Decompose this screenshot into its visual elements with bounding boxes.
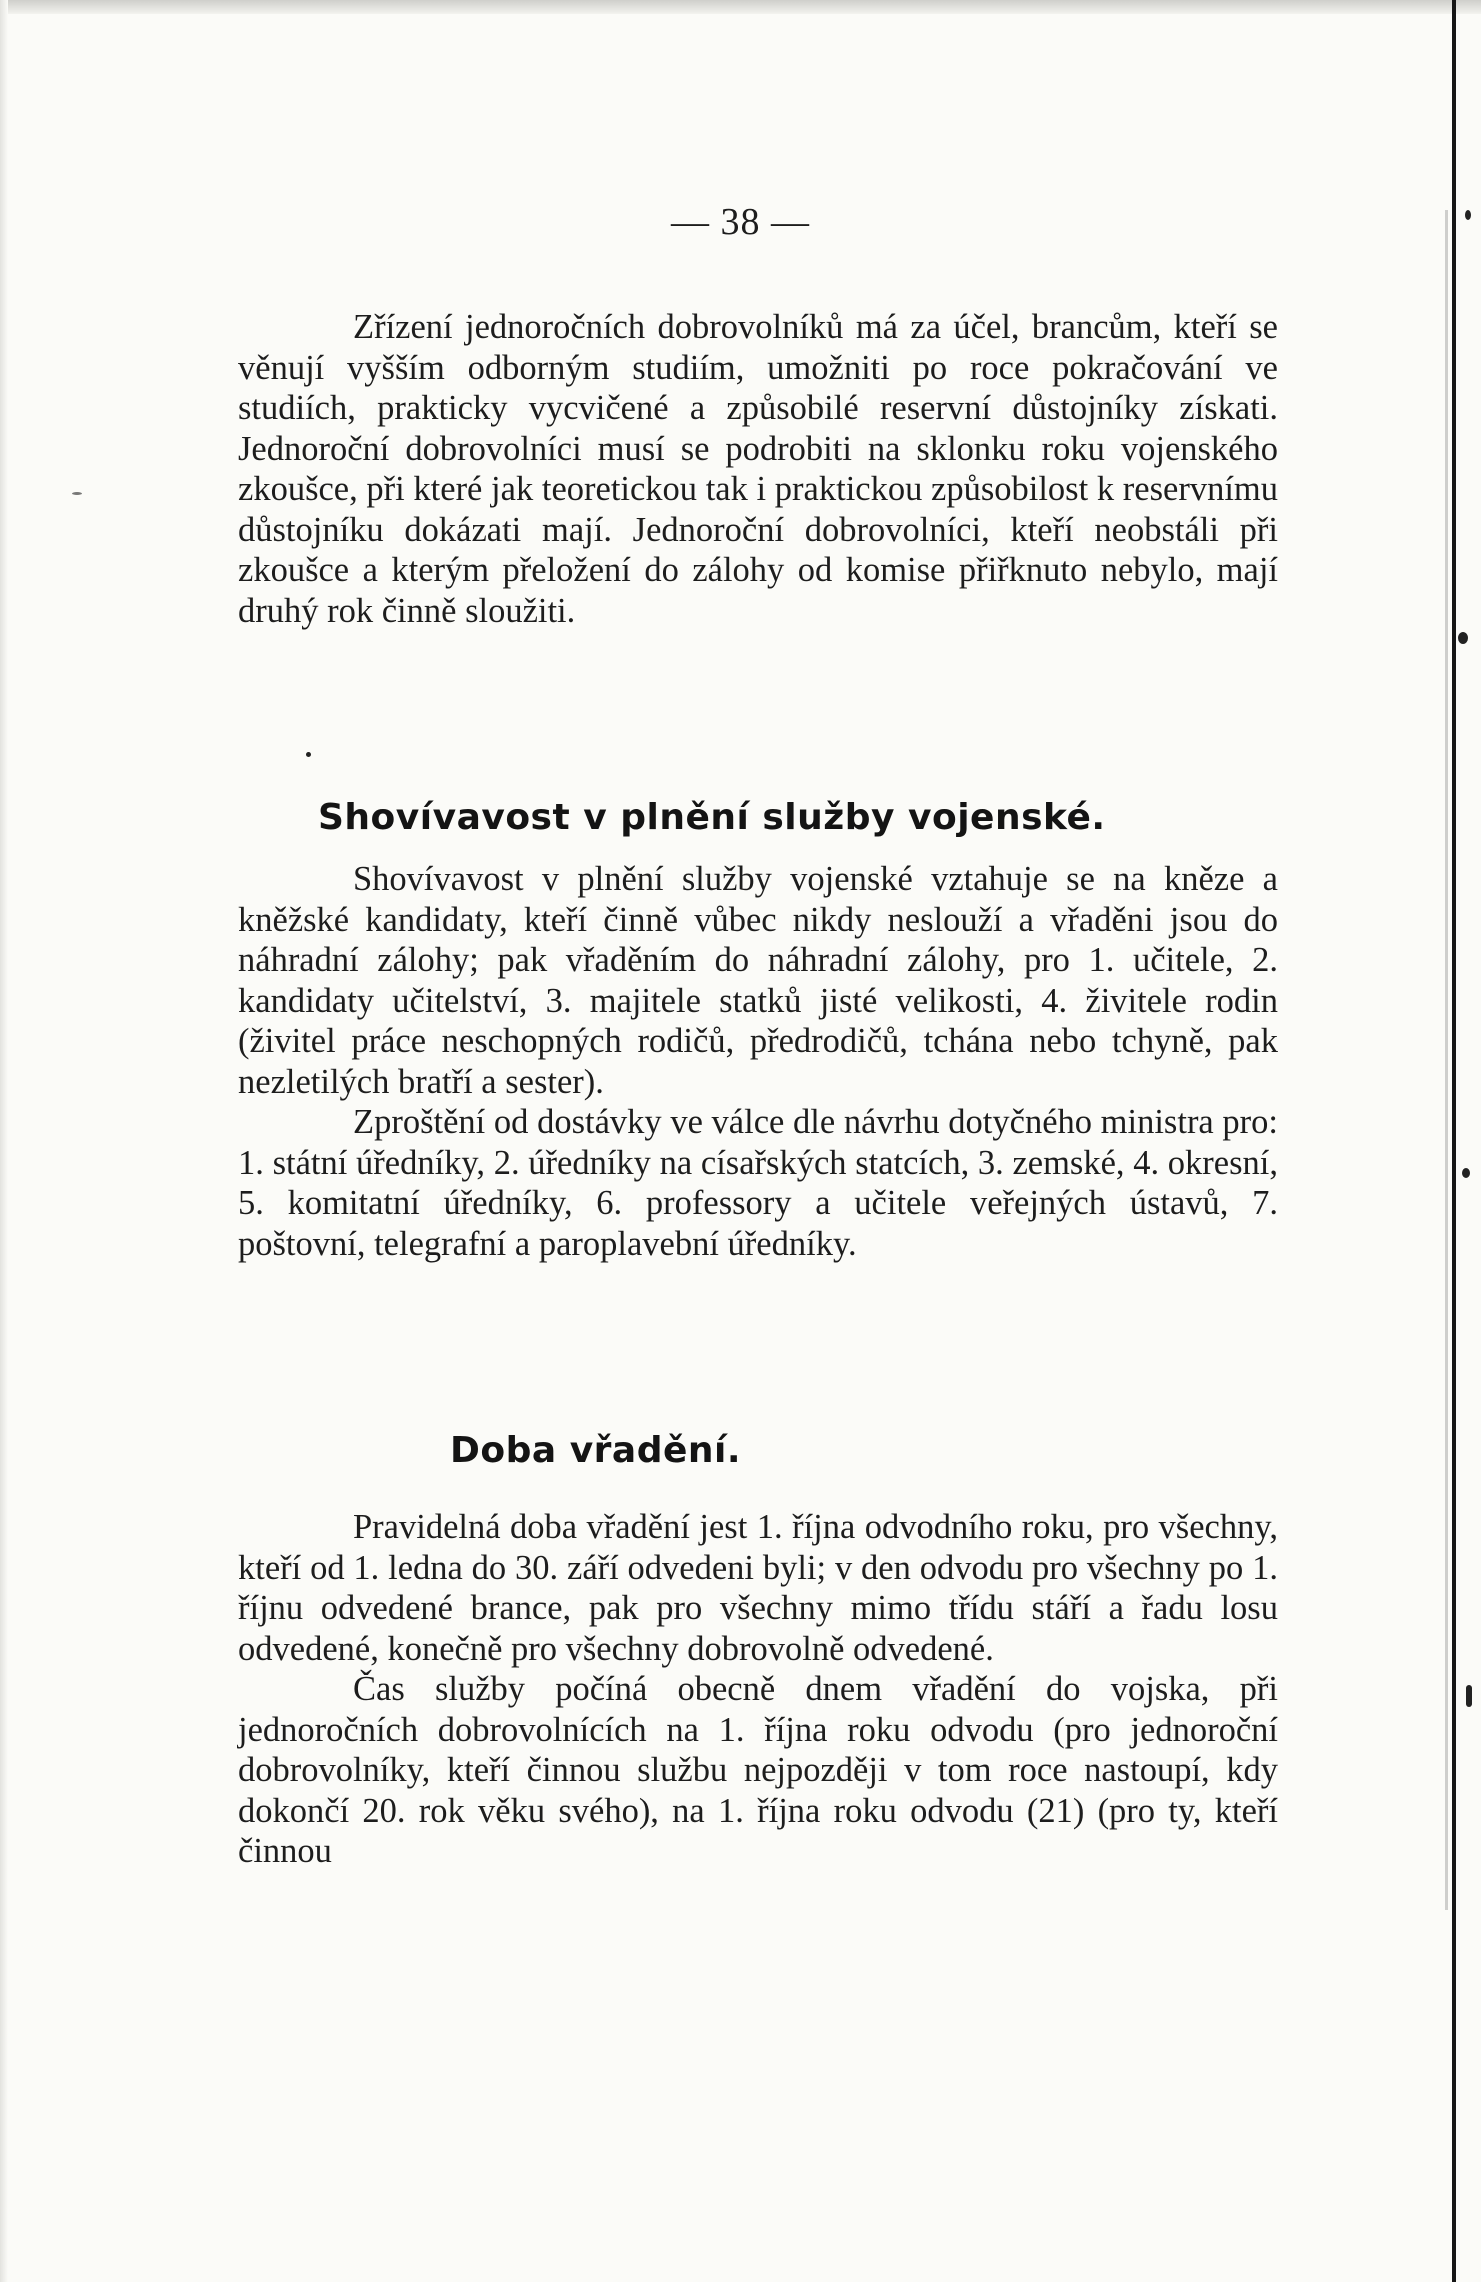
scan-top-edge [0, 0, 1481, 14]
page-number: — 38 — [671, 201, 810, 243]
scan-speck [1466, 1685, 1472, 1707]
paragraph: Čas služby počíná obecně dnem vřadění do vojska, při jednoročních dobrovolnících na 1. října roku odvodu (pro jednoroční dobrovolníky, kteří činnou službu nejpozději v tom roce nastoupí, kdy dokončí 20. rok věku svého), na 1. října roku odvodu (21) (pro ty, kteří činnou [238, 1670, 1278, 1870]
section-heading: Doba vřadění. [450, 1430, 742, 1471]
scan-binding-edge [1452, 0, 1456, 2282]
scan-left-edge [0, 0, 8, 2282]
paragraph: Pravidelná doba vřadění jest 1. října odvodního roku, pro všechny, kteří od 1. ledna do 30. září odvedeni byli; v den odvodu pro všechny po 1. říjnu odvedené brance, pak pro všechny mimo třídu stáří a řadu losu odvedené, konečně pro všechny dobrovolně odvedené. [238, 1508, 1278, 1668]
shovivavost-section [238, 859, 1278, 1264]
intro-section [238, 307, 1278, 631]
paragraph: Zproštění od dostávky ve válce dle návrhu dotyčného ministra pro: 1. státní úředníky, 2. úředníky na císařských statcích, 3. zemské, 4. okresní, 5. komitatní úředníky, 6. professory a učitele veřejných ústavů, 7. poštovní, telegrafní a paroplavební úředníky. [238, 1103, 1278, 1263]
doba-section [238, 1507, 1278, 1872]
section-heading: Shovívavost v plnění služby vojenské. [318, 797, 1106, 838]
paragraph: Zřízení jednoročních dobrovolníků má za účel, brancům, kteří se věnují vyšším odborným studiím, umožniti po roce pokračování ve studiích, prakticky vycvičené a způsobilé reservní důstojníky získati. Jednoroční dobrovolníci musí se podrobiti na sklonku roku vojenského zkoušce, při které jak teoretickou tak i praktickou způsobilost k reservnímu důstojníku dokázati mají. Jednoroční dobrovolníci, kteří neobstáli při zkoušce a kterým přeložení do zálohy od komise přiřknuto nebylo, mají druhý rok činně sloužiti. [238, 308, 1278, 630]
scan-speck [1462, 1168, 1470, 1178]
scan-shadow [1445, 210, 1448, 1910]
scan-speck [306, 752, 311, 757]
paragraph: Shovívavost v plnění služby vojenské vztahuje se na kněze a kněžské kandidaty, kteří činně vůbec nikdy neslouží a vřaděni jsou do náhradní zálohy; pak vřaděním do náhradní zálohy, pro 1. učitele, 2. kandidaty učitelství, 3. majitele statků jisté velikosti, 4. živitele rodin (živitel práce neschopných rodičů, předrodičů, tchána nebo tchyně, pak nezletilých bratří a sester). [238, 860, 1278, 1101]
scan-speck [1458, 632, 1468, 644]
scan-speck [72, 492, 82, 495]
